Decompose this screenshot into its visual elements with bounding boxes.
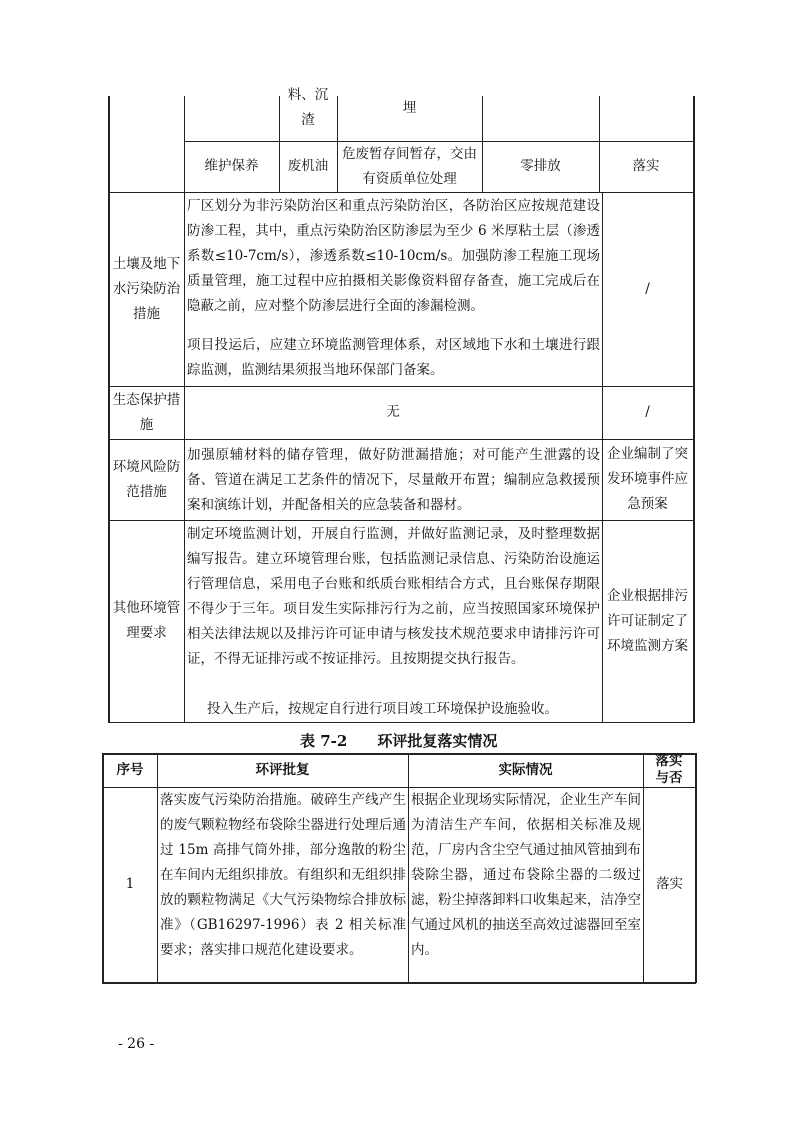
- risk-label: 环境风险防范措施: [112, 458, 181, 500]
- header-done: 落实与否: [655, 753, 683, 786]
- other-label: 其他环境管理要求: [112, 600, 181, 641]
- risk-content: 加强原辅材料的储存管理，做好防泄漏措施；对可能产生泄露的设备、管道在满足工艺条件的情况下，尽量敞开布置；编制应急救援预案和演练计划，并配备相关的应急装备和器材。: [187, 447, 600, 513]
- maint-row-col1: 维护保养: [204, 158, 259, 174]
- row-approval: 落实废气污染防治措施。破碎生产线产生的废气颗粒物经布袋除尘器进行处理后通过 15m 高排气筒外排，部分逸散的粉尘在车间内无组织排放。有组织和无组织排放的颗粒物满足《大气污染物综合排放标准》（GB16297-1996）表 2 相关标准要求；落实排口规范化建设要求。: [160, 792, 406, 958]
- soil-label: 土壤及地下水污染防治措施: [112, 255, 181, 322]
- eco-content: 无: [386, 404, 400, 420]
- maint-row-col3: 危废暂存间暂存，交由有资质单位处理: [342, 145, 477, 187]
- page-number: - 26 -: [118, 1036, 155, 1052]
- maint-row-col5: 落实: [632, 158, 660, 174]
- other-paragraph-2: 投入生产后，按规定自行进行项目竣工环境保护设施验收。: [207, 701, 558, 717]
- soil-status: /: [645, 280, 650, 297]
- soil-paragraph-2: 项目投运后，应建立环境监测管理体系，对区域地下水和土壤进行跟踪监测，监测结果须报当地环保部门备案。: [187, 337, 600, 378]
- eco-status: /: [645, 404, 650, 420]
- other-status: 企业根据排污许可证制定了环境监测方案: [607, 587, 688, 654]
- header-actual: 实际情况: [498, 761, 553, 778]
- maint-row-col4: 零排放: [520, 158, 561, 174]
- risk-status: 企业编制了突发环境事件应急预案: [607, 446, 688, 512]
- row-done: 落实: [656, 876, 683, 892]
- eco-label: 生态保护措施: [112, 391, 181, 433]
- cont-row-col3: 埋: [402, 99, 417, 116]
- table-caption: 表 7-2 环评批复落实情况: [300, 732, 498, 750]
- soil-paragraph-1: 厂区划分为非污染防治区和重点污染防治区，各防治区应按规范建设防渗工程，其中，重点污染防治区防渗层为至少 6 米厚粘土层（渗透系数≤10-7cm/s），渗透系数≤10-10cm/s。加强防渗工程施工现场质量管理，施工过程中应拍摄相关影像资料留存备查，施工完成后在隐蔽之前，应对整个防渗层进行全面的渗漏检测。: [187, 198, 600, 314]
- row-no: 1: [125, 876, 135, 892]
- cont-row-col2: 料、沉渣: [287, 87, 329, 128]
- header-no: 序号: [116, 761, 144, 778]
- maint-row-col2: 废机油: [287, 158, 329, 174]
- header-approval: 环评批复: [255, 761, 310, 778]
- row-actual: 根据企业现场实际情况，企业生产车间为清洁生产车间，依据相关标准及规范，厂房内含尘空气通过抽风管抽到布袋除尘器，通过布袋除尘器的二级过滤，粉尘掉落卸料口收集起来，洁净空气通过风机的抽送至高效过滤器回至室内。: [411, 792, 641, 958]
- other-paragraph-1: 制定环境监测计划，开展自行监测，并做好监测记录，及时整理数据编写报告。建立环境管理台账，包括监测记录信息、污染防治设施运行管理信息，采用电子台账和纸质台账相结合方式，且台账保存期限不得少于三年。项目发生实际排污行为之前，应当按照国家环境保护相关法律法规以及排污许可证申请与核发技术规范要求申请排污许可证，不得无证排污或不按证排污。且按期提交执行报告。: [187, 526, 600, 667]
